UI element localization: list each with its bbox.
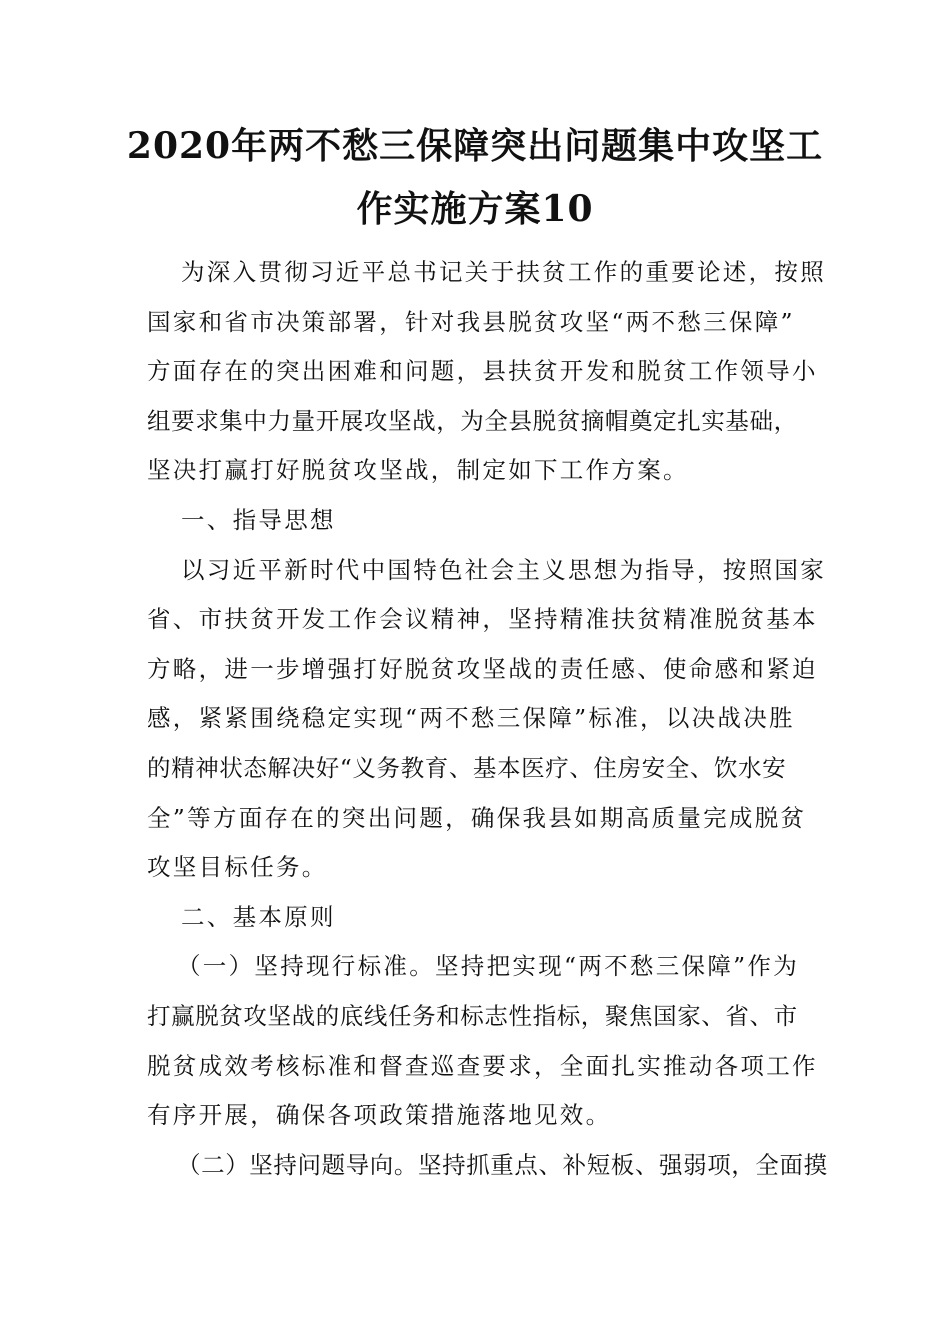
document-body	[147, 248, 828, 1190]
section-heading-basic-principles: 二、基本原则	[181, 902, 336, 931]
body-line-11: 的精神状态解决好“义务教育、基本医疗、住房安全、饮水安	[147, 753, 787, 782]
body-line-15: （一）坚持现行标准。坚持把实现“两不愁三保障”作为	[177, 952, 800, 981]
body-line-2: 国家和省市决策部署，针对我县脱贫攻坚“两不愁三保障”	[147, 307, 795, 336]
document-title-line-2: 作实施方案10	[356, 188, 594, 230]
body-line-18: 有序开展，确保各项政策措施落地见效。	[147, 1101, 612, 1130]
body-line-19: （二）坚持问题导向。坚持抓重点、补短板、强弱项，全面摸	[177, 1150, 828, 1179]
body-line-17: 脱贫成效考核标准和督查巡查要求，全面扎实推动各项工作	[147, 1051, 818, 1080]
body-line-1: 为深入贯彻习近平总书记关于扶贫工作的重要论述，按照	[181, 258, 826, 286]
document-title-line-1: 2020年两不愁三保障突出问题集中攻坚工	[126, 125, 824, 167]
body-line-3: 方面存在的突出困难和问题，县扶贫开发和脱贫工作领导小	[147, 357, 818, 386]
body-line-5: 坚决打赢打好脱贫攻坚战，制定如下工作方案。	[147, 456, 689, 485]
body-line-13: 攻坚目标任务。	[147, 853, 328, 882]
body-line-16: 打赢脱贫攻坚战的底线任务和标志性指标，聚焦国家、省、市	[147, 1001, 798, 1030]
section-heading-guiding-ideology: 一、指导思想	[181, 505, 336, 534]
body-line-10: 感，紧紧围绕稳定实现“两不愁三保障”标准，以决战决胜	[147, 704, 795, 733]
body-line-12: 全”等方面存在的突出问题，确保我县如期高质量完成脱贫	[147, 803, 807, 832]
body-line-8: 省、市扶贫开发工作会议精神，坚持精准扶贫精准脱贫基本	[147, 605, 818, 634]
body-line-7: 以习近平新时代中国特色社会主义思想为指导，按照国家	[181, 555, 826, 584]
body-line-9: 方略，进一步增强打好脱贫攻坚战的责任感、使命感和紧迫	[147, 654, 818, 683]
body-line-4: 组要求集中力量开展攻坚战，为全县脱贫摘帽奠定扎实基础，	[147, 406, 798, 435]
